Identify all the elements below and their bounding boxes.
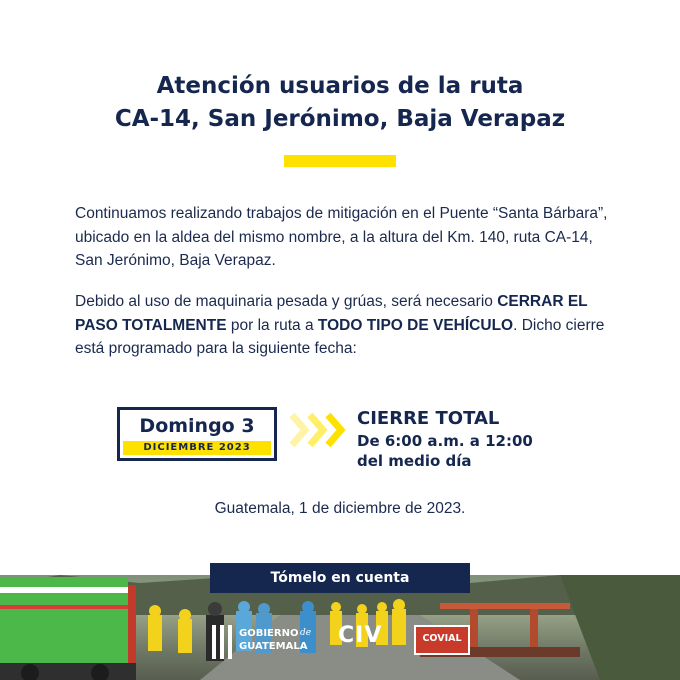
title-line-1: Atención usuarios de la ruta bbox=[156, 73, 524, 99]
date-month: DICIEMBRE 2023 bbox=[123, 441, 271, 455]
chevrons-right-icon bbox=[288, 409, 350, 451]
yellow-divider bbox=[284, 155, 396, 167]
covial-logo bbox=[414, 625, 470, 655]
date-box bbox=[117, 407, 277, 461]
title-line-2: CA-14, San Jerónimo, Baja Verapaz bbox=[114, 106, 566, 132]
page-title bbox=[0, 70, 680, 136]
gobierno-logo-de: de bbox=[300, 628, 312, 638]
closure-text-c: . Dicho cierre está programado para la siguiente fecha: bbox=[75, 316, 605, 357]
closure-text-a: Debido al uso de maquinaria pesada y grúas, será necesario bbox=[75, 293, 498, 310]
closure-time-1: De 6:00 a.m. a 12:00 bbox=[357, 432, 533, 450]
closure-info bbox=[357, 407, 533, 471]
issue-date: Guatemala, 1 de diciembre de 2023. bbox=[214, 500, 466, 517]
date-day: Domingo 3 bbox=[139, 415, 255, 437]
closure-emphasis-2: TODO TIPO DE VEHÍCULO bbox=[317, 316, 514, 334]
take-note-banner: Tómelo en cuenta bbox=[210, 563, 470, 593]
paragraph-works: Continuamos realizando trabajos de mitigación en el Puente “Santa Bárbara”, ubicado en la aldea del mismo nombre, a la altura del Km. 140, ruta CA-14, San Jerónimo, Baja Verapaz. bbox=[75, 205, 608, 269]
closure-title: CIERRE TOTAL bbox=[357, 408, 500, 429]
closure-time-2: del medio día bbox=[357, 452, 472, 470]
covial-logo-text: COVIAL bbox=[422, 633, 462, 644]
civ-logo: CIV bbox=[338, 623, 383, 648]
closure-text-b: por la ruta a bbox=[226, 316, 318, 334]
paragraph-closure bbox=[75, 290, 610, 361]
gobierno-logo-line-2: GUATEMALA bbox=[239, 641, 308, 652]
closure-emphasis-1: CERRAR EL PASO TOTALMENTE bbox=[75, 293, 588, 334]
gobierno-logo-line-1: GOBIERNO bbox=[239, 628, 299, 639]
